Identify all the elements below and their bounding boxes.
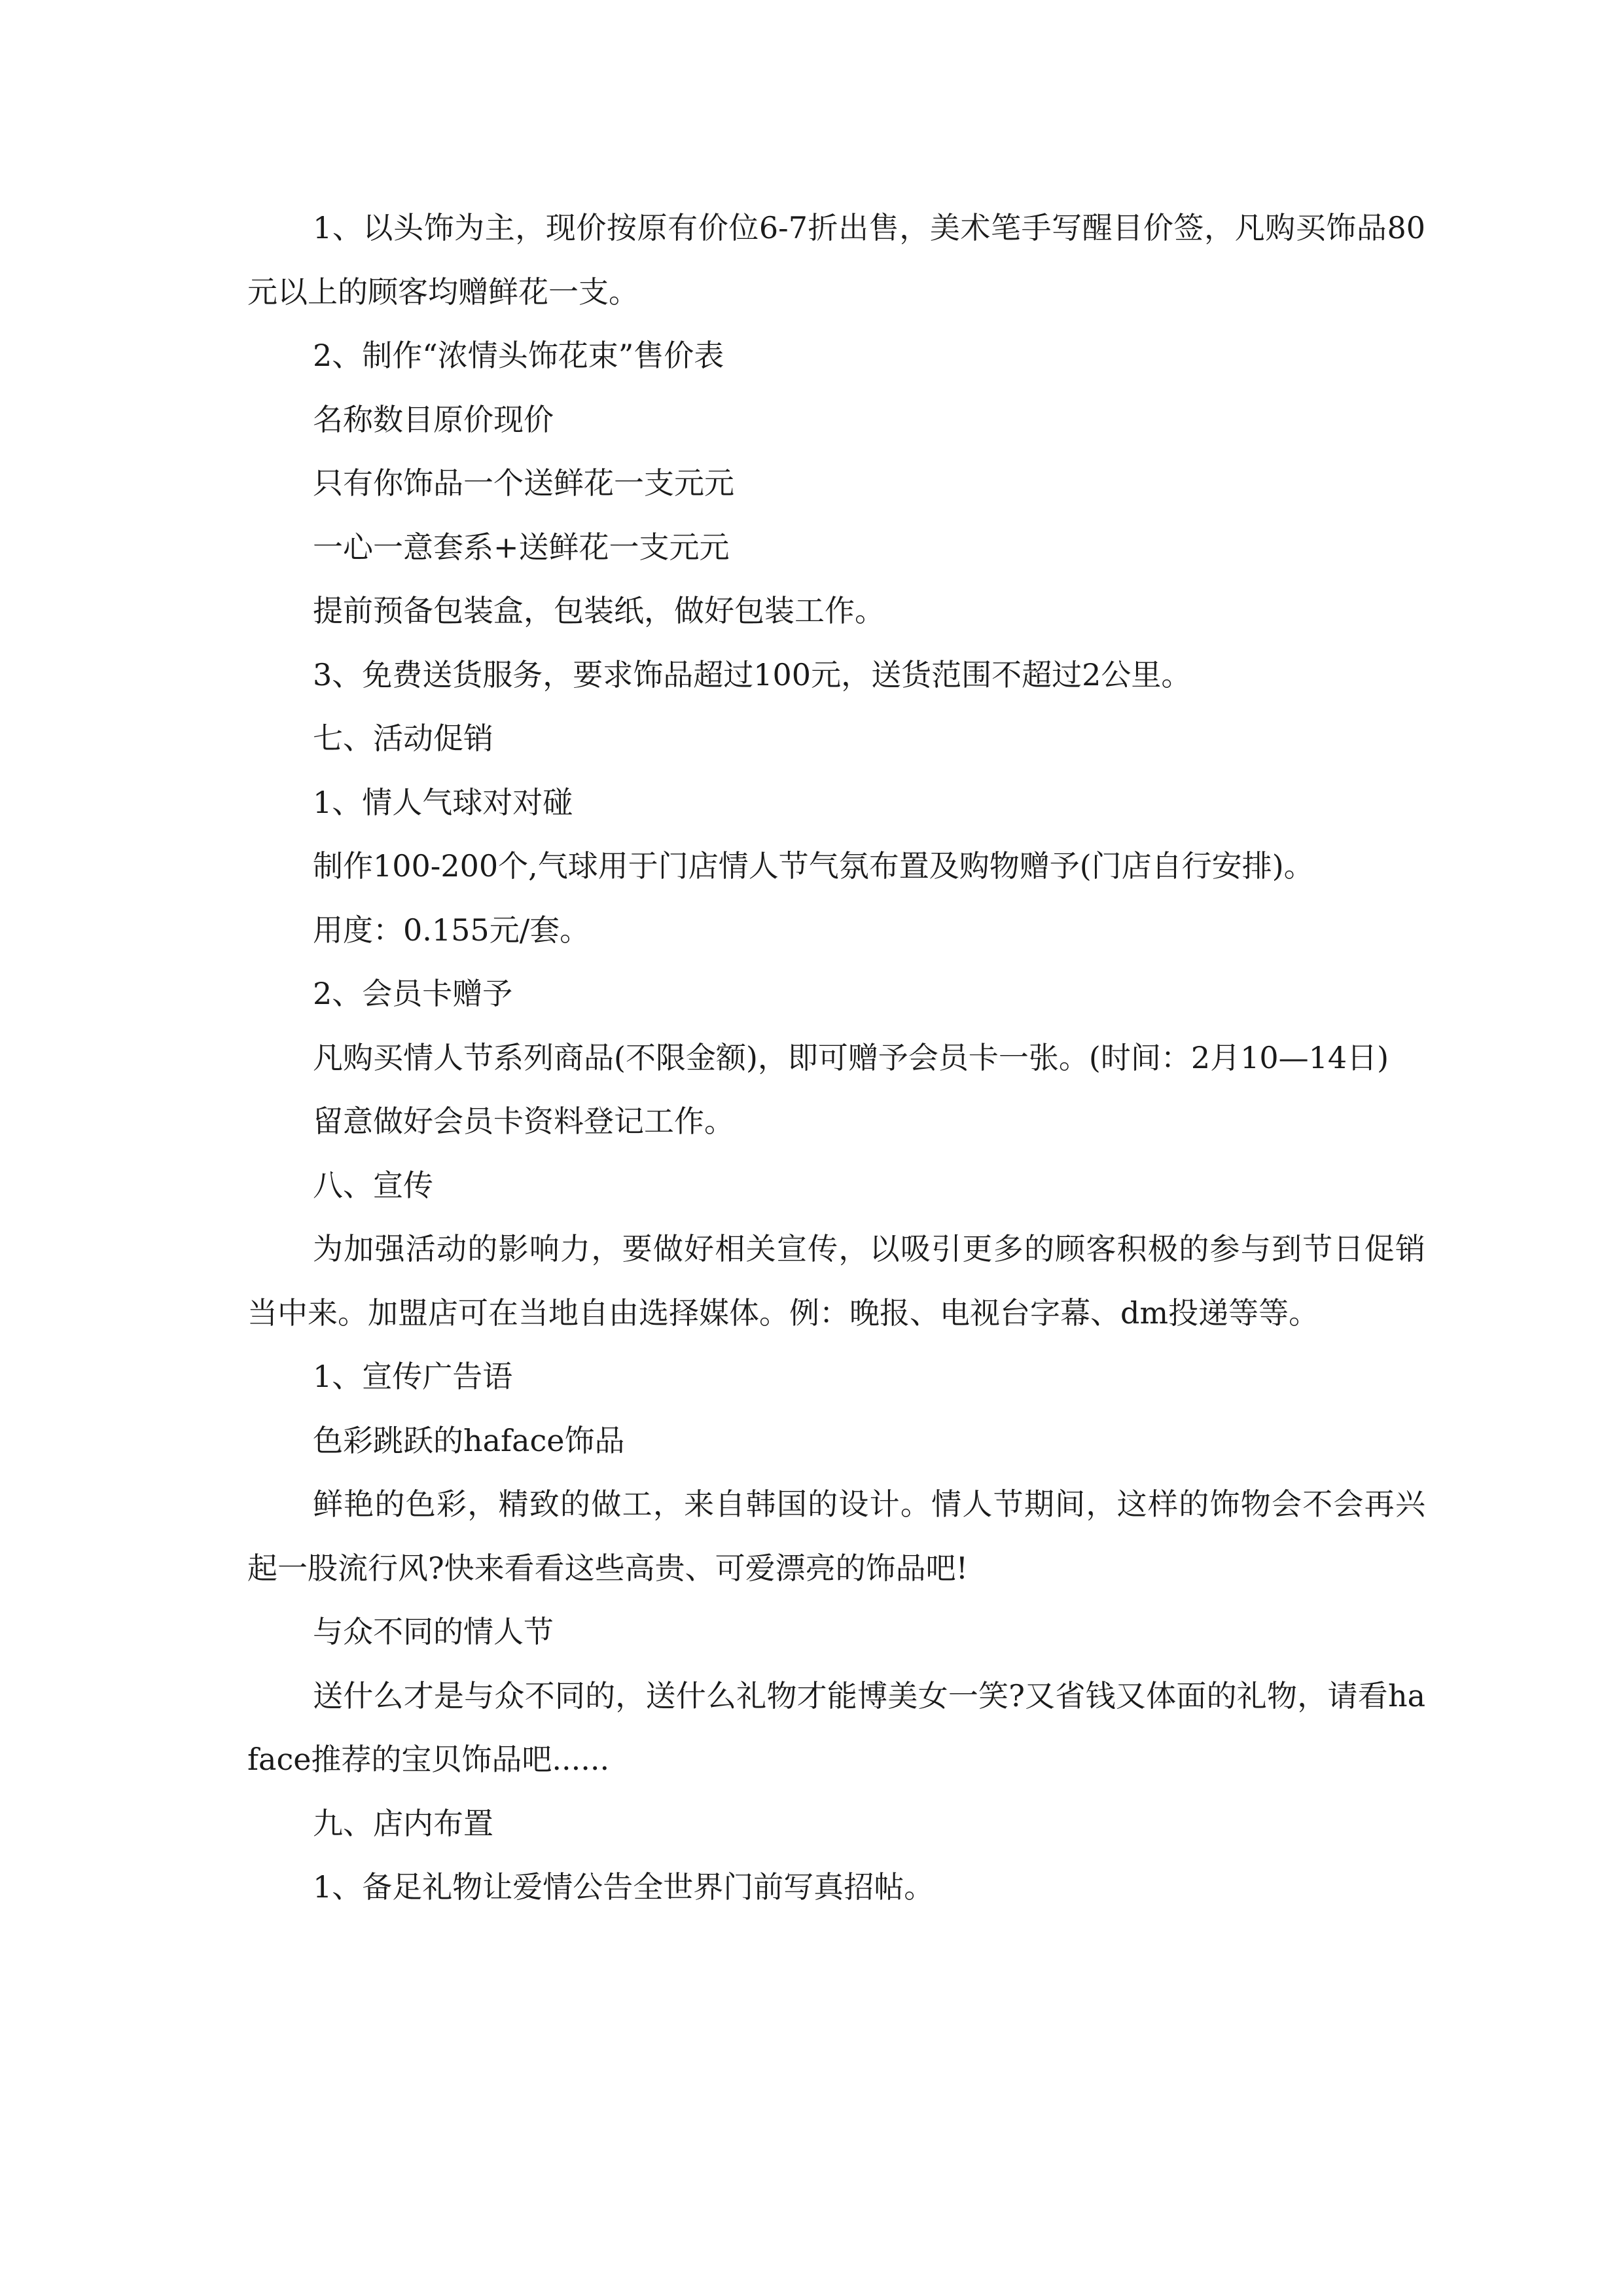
section-heading-7: 七、活动促销 (313, 721, 493, 756)
paragraph-4: 只有你饰品一个送鲜花一支元元 (313, 465, 734, 501)
paragraph-2: 2、制作“浓情头饰花束”售价表 (313, 338, 724, 373)
paragraph-10: 制作100-200个,气球用于门店情人节气氛布置及购物赠予(门店自行安排)。 (313, 848, 1314, 884)
paragraph-7: 3、免费送货服务，要求饰品超过100元，送货范围不超过2公里。 (313, 656, 1192, 692)
paragraph-21: 送什么才是与众不同的，送什么礼物才能博美女一笑?又省钱又体面的礼物，请看haface推荐的宝贝饰品吧...... (247, 1677, 1425, 1777)
paragraph-14: 留意做好会员卡资料登记工作。 (313, 1103, 734, 1139)
paragraph-5: 一心一意套系+送鲜花一支元元 (313, 529, 730, 565)
paragraph-18: 色彩跳跃的haface饰品 (313, 1422, 625, 1458)
paragraph-1: 1、以头饰为主，现价按原有价位6-7折出售，美术笔手写醒目价签，凡购买饰品80元以上的顾客均赠鲜花一支。 (247, 210, 1425, 310)
paragraph-9: 1、情人气球对对碰 (313, 784, 573, 820)
paragraph-11: 用度：0.155元/套。 (313, 912, 590, 948)
paragraph-3: 名称数目原价现价 (313, 401, 554, 437)
paragraph-17: 1、宣传广告语 (313, 1359, 513, 1394)
paragraph-23: 1、备足礼物让爱情公告全世界门前写真招帖。 (313, 1869, 935, 1905)
paragraph-19: 鲜艳的色彩，精致的做工，来自韩国的设计。情人节期间，这样的饰物会不会再兴起一股流行风?快来看看这些高贵、可爱漂亮的饰品吧! (247, 1486, 1425, 1586)
paragraph-6: 提前预备包装盒，包装纸，做好包装工作。 (313, 593, 885, 628)
section-heading-9: 九、店内布置 (313, 1805, 493, 1841)
document-body (247, 196, 1425, 1920)
section-heading-8: 八、宣传 (313, 1167, 433, 1203)
paragraph-13: 凡购买情人节系列商品(不限金额)，即可赠予会员卡一张。(时间：2月10—14日) (313, 1039, 1389, 1075)
paragraph-12: 2、会员卡赠予 (313, 976, 513, 1011)
paragraph-20: 与众不同的情人节 (313, 1614, 554, 1649)
paragraph-16: 为加强活动的影响力，要做好相关宣传，以吸引更多的顾客积极的参与到节日促销当中来。加盟店可在当地自由选择媒体。例：晚报、电视台字幕、dm投递等等。 (247, 1231, 1425, 1331)
